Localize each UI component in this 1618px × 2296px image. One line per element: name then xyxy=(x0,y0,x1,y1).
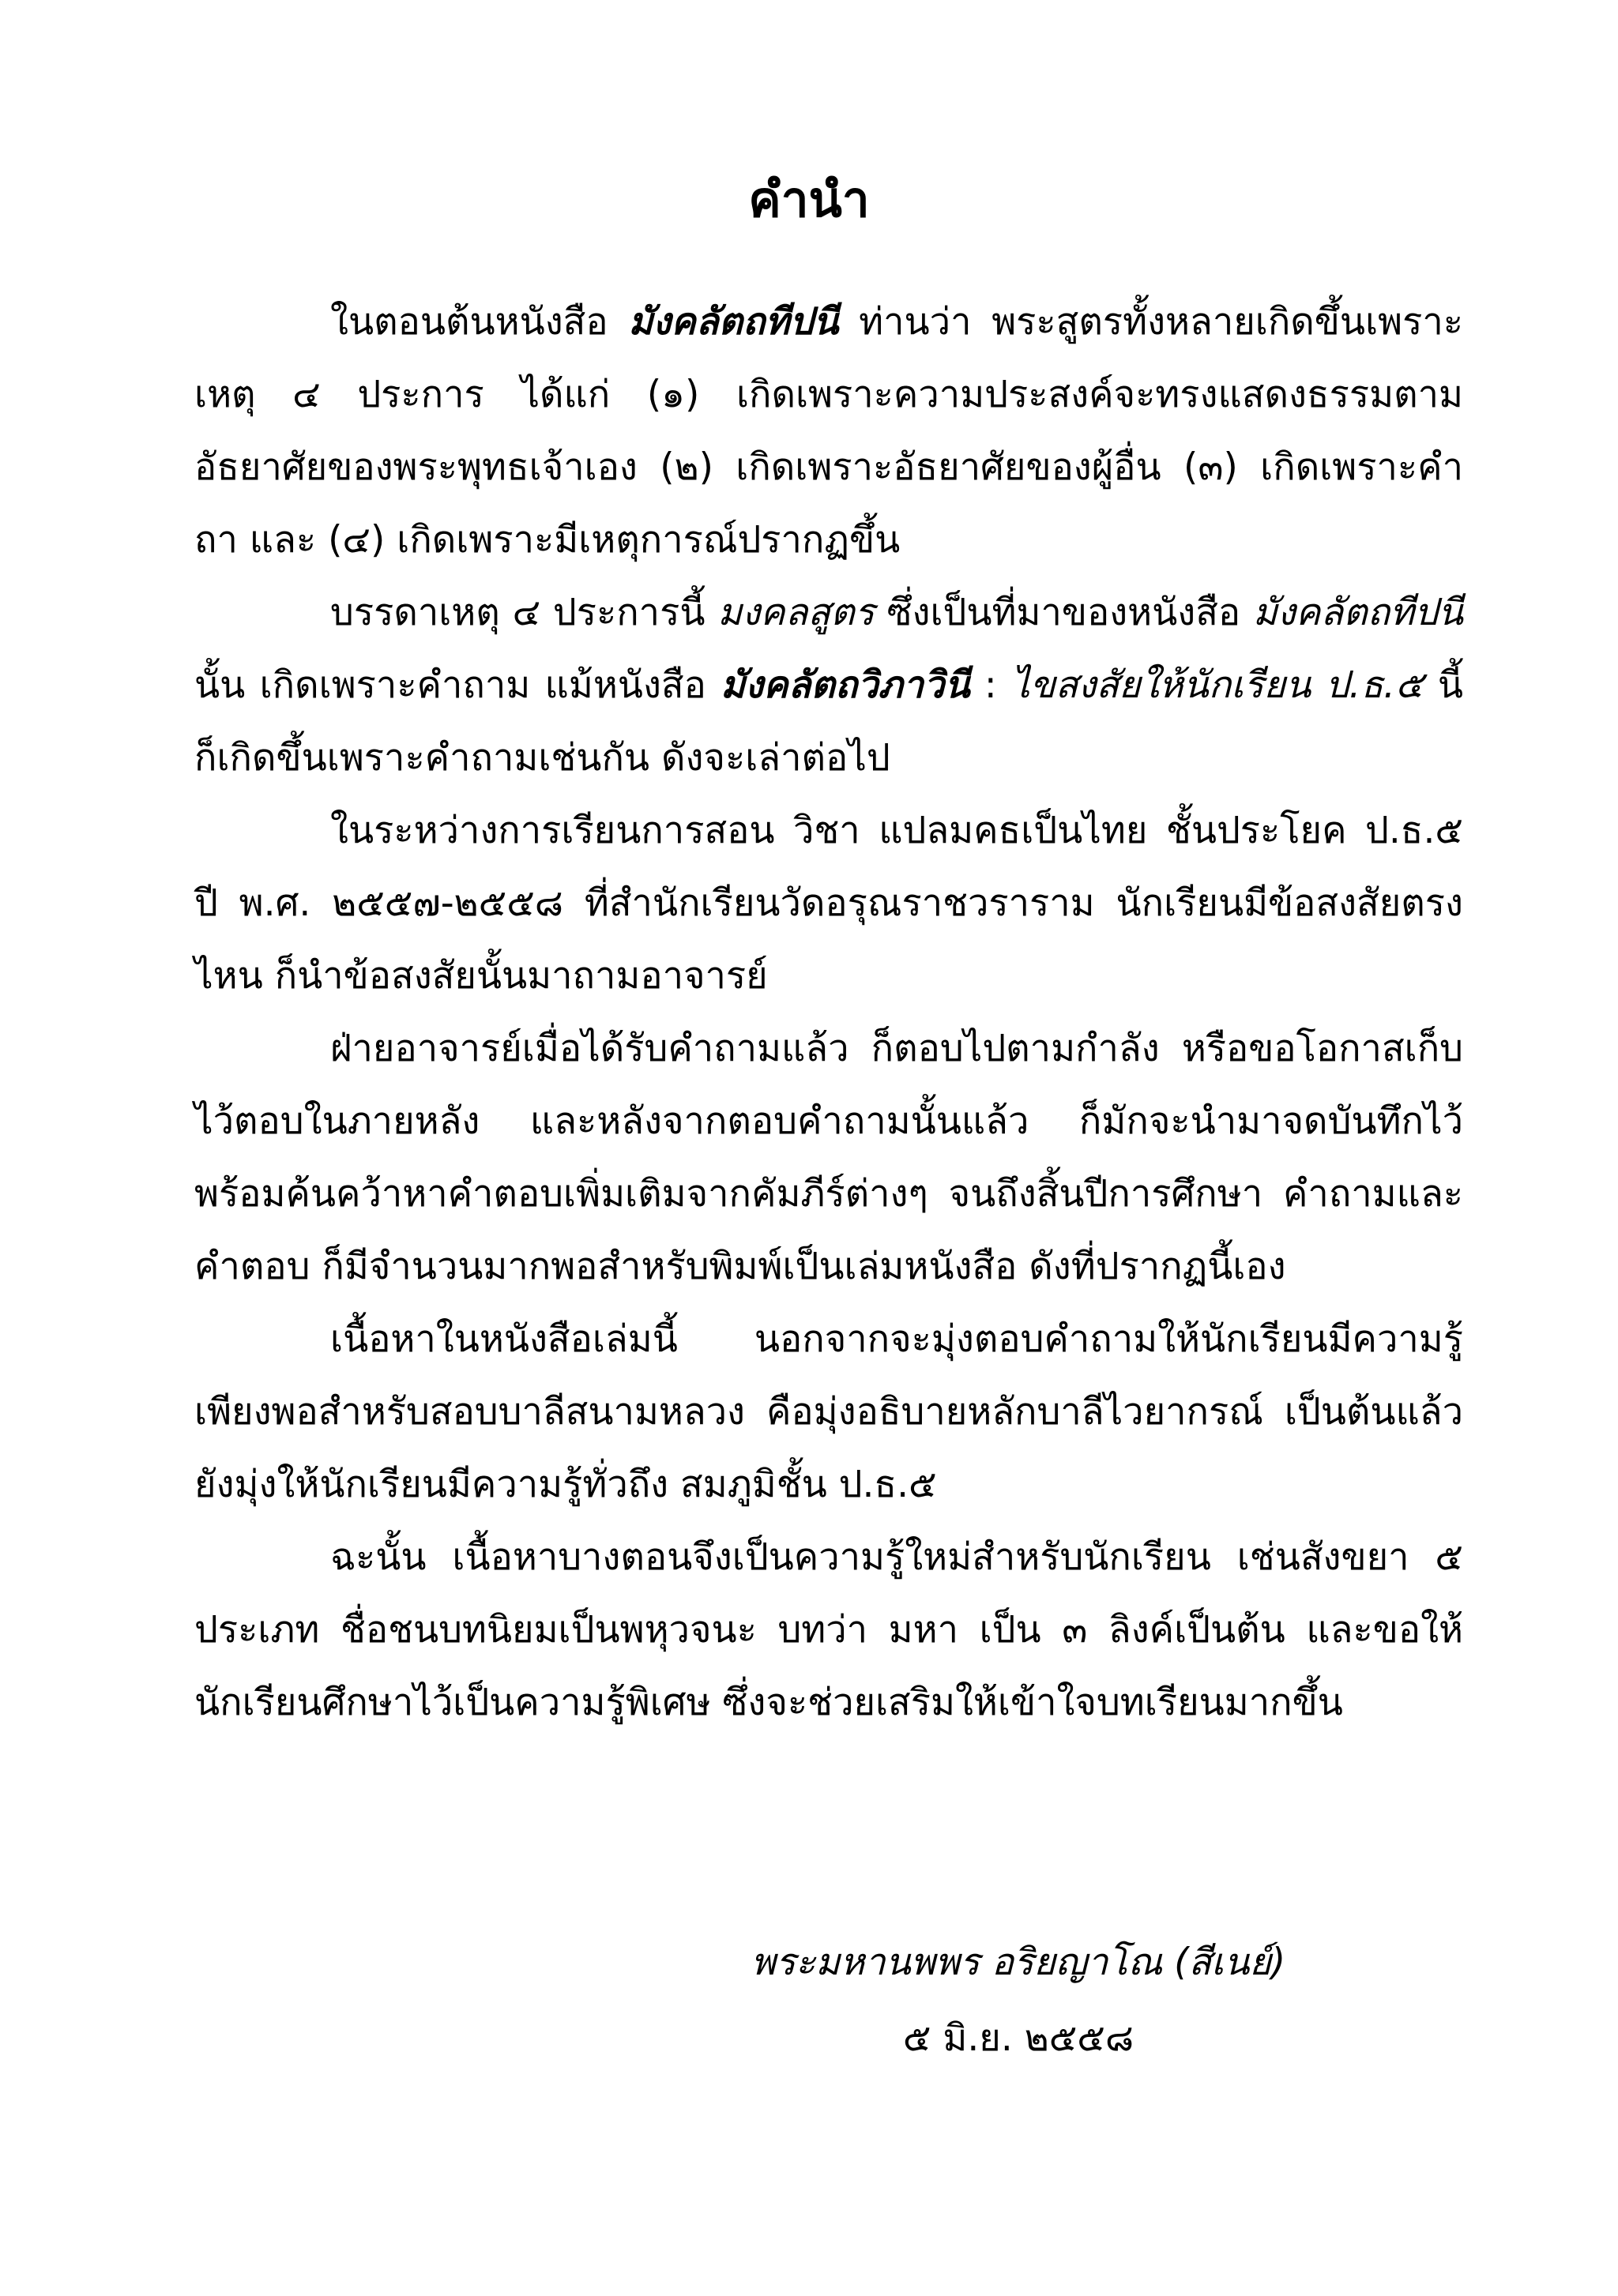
text-run: เนื้อหาในหนังสือเล่มนี้ นอกจากจะมุ่งตอบคำถามให้นักเรียนมีความรู้เพียงพอสำหรับสอบบาลีสนามหลวง คือมุ่งอธิบายหลักบาลีไวยากรณ์ เป็นต้นแล้ว ยังมุ่งให้นักเรียนมีความรู้ทั่วถึง สมภูมิชั้น ป.ธ.๕ xyxy=(194,1317,1463,1506)
text-run: ในระหว่างการเรียนการสอน วิชา แปลมคธเป็นไทย ชั้นประโยค ป.ธ.๕ ปี พ.ศ. ๒๕๕๗-๒๕๕๘ ที่สำนักเรียนวัดอรุณราชวราราม นักเรียนมีข้อสงสัยตรงไหน ก็นำข้อสงสัยนั้นมาถามอาจารย์ xyxy=(194,809,1463,998)
book-title: มังคลัตถวิภาวินี xyxy=(721,663,970,707)
text-run: ฝ่ายอาจารย์เมื่อได้รับคำถามแล้ว ก็ตอบไปตามกำลัง หรือขอโอกาสเก็บไว้ตอบในภายหลัง และหลังจากตอบคำถามนั้นแล้ว ก็มักจะนำมาจดบันทึกไว้ พร้อมค้นคว้าหาคำตอบเพิ่มเติมจากคัมภีร์ต่างๆ จนถึงสิ้นปีการศึกษา คำถามและคำตอบ ก็มีจำนวนมากพอสำหรับพิมพ์เป็นเล่มหนังสือ ดังที่ปรากฏนี้เอง xyxy=(194,1027,1463,1288)
text-run: ฉะนั้น เนื้อหาบางตอนจึงเป็นความรู้ใหม่สำหรับนักเรียน เช่นสังขยา ๕ ประเภท ชื่อชนบทนิยมเป็นพหุวจนะ บทว่า มหา เป็น ๓ ลิงค์เป็นต้น และขอให้นักเรียนศึกษาไว้เป็นความรู้พิเศษ ซึ่งจะช่วยเสริมให้เข้าใจบทเรียนมากขึ้น xyxy=(194,1535,1463,1724)
paragraph xyxy=(194,795,1463,1013)
paragraph xyxy=(194,286,1463,577)
paragraph xyxy=(194,1521,1463,1739)
text-run: นี้ก็เกิดขึ้นเพราะคำถามเช่นกัน ดังจะเล่าต่อไป xyxy=(194,663,1463,780)
book-subtitle: ไขสงสัยให้นักเรียน ป.ธ.๕ xyxy=(1011,663,1424,707)
text-run: ท่านว่า พระสูตรทั้งหลายเกิดขึ้นเพราะเหตุ ๔ ประการ ได้แก่ (๑) เกิดเพราะความประสงค์จะทรงแสดงธรรมตามอัธยาศัยของพระพุทธเจ้าเอง (๒) เกิดเพราะอัธยาศัยของผู้อื่น (๓) เกิดเพราะคำถา และ (๔) เกิดเพราะมีเหตุการณ์ปรากฏขึ้น xyxy=(194,300,1463,562)
paragraph xyxy=(194,1303,1463,1521)
page-title: คำนำ xyxy=(748,171,870,228)
sutta-title: มงคลสูตร xyxy=(717,591,875,634)
paragraph xyxy=(194,1013,1463,1303)
text-run: นั้น เกิดเพราะคำถาม แม้หนังสือ xyxy=(194,663,721,707)
book-title: มังคลัตถทีปนี xyxy=(628,300,839,344)
author-name: พระมหานพพร อริยญาโณ (สีเนย์) xyxy=(751,1941,1286,1984)
text-run: ในตอนต้นหนังสือ xyxy=(330,300,629,344)
preface-body xyxy=(194,286,1463,1739)
book-title: มังคลัตถทีปนี xyxy=(1252,591,1464,634)
text-run: บรรดาเหตุ ๔ ประการนี้ xyxy=(330,591,718,634)
signature-date: ๕ มิ.ย. ๒๕๕๘ xyxy=(902,2016,1134,2060)
signature-block xyxy=(0,1925,1618,2076)
text-run: : xyxy=(969,663,1012,707)
text-run: ซึ่งเป็นที่มาของหนังสือ xyxy=(874,591,1253,634)
paragraph xyxy=(194,577,1463,795)
